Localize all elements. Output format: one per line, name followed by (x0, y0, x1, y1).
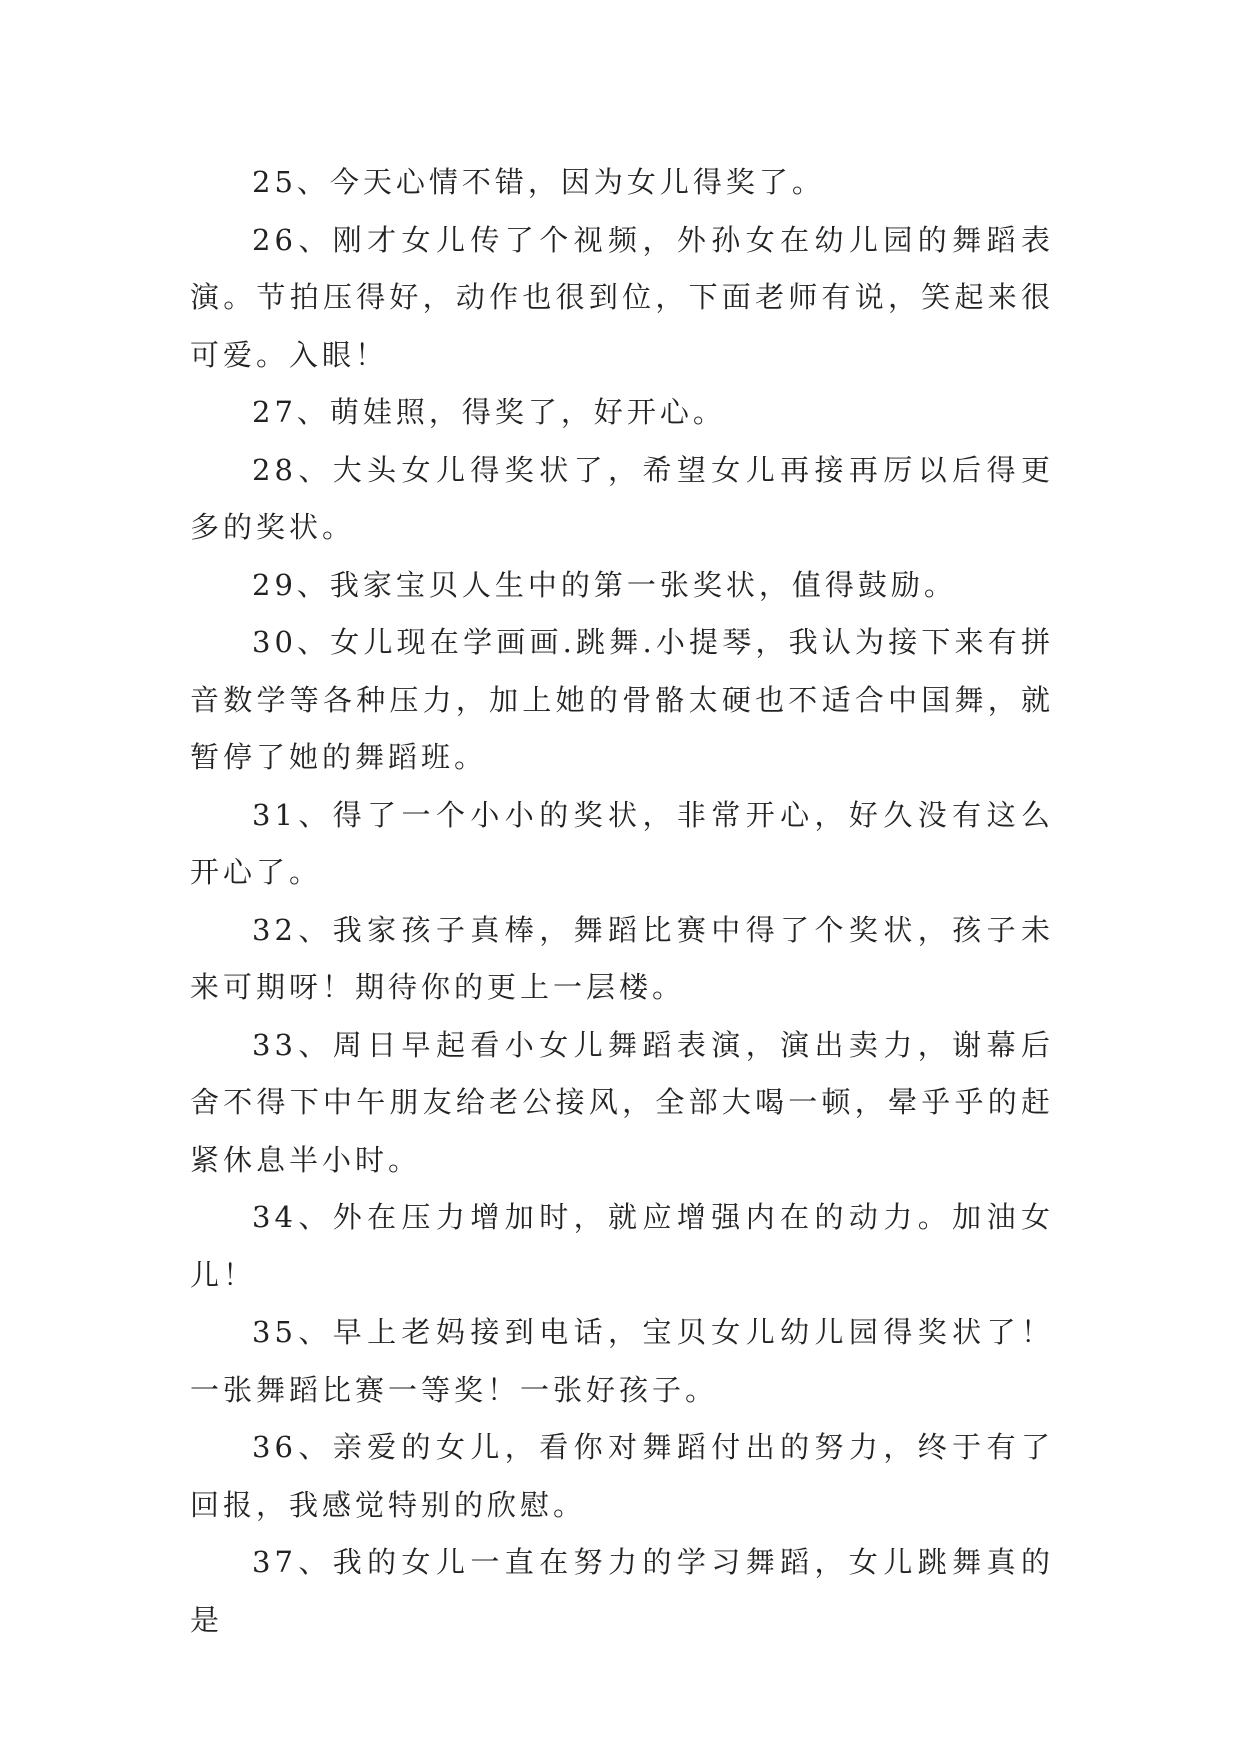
paragraph-32: 32、我家孩子真棒，舞蹈比赛中得了个奖状，孩子未来可期呀！期待你的更上一层楼。 (190, 912, 1054, 1004)
paragraph-31: 31、得了一个小小的奖状，非常开心，好久没有这么开心了。 (190, 797, 1054, 889)
paragraph-28: 28、大头女儿得奖状了，希望女儿再接再厉以后得更多的奖状。 (190, 452, 1054, 544)
paragraph-36: 36、亲爱的女儿，看你对舞蹈付出的努力，终于有了回报，我感觉特别的欣慰。 (190, 1430, 1054, 1522)
paragraph-37: 37、我的女儿一直在努力的学习舞蹈，女儿跳舞真的是 (190, 1545, 1054, 1637)
paragraph-35: 35、早上老妈接到电话，宝贝女儿幼儿园得奖状了！一张舞蹈比赛一等奖！一张好孩子。 (190, 1315, 1054, 1407)
paragraph-26: 26、刚才女儿传了个视频，外孙女在幼儿园的舞蹈表演。节拍压得好，动作也很到位，下面老师有说，笑起来很可爱。入眼！ (190, 222, 1054, 372)
paragraph-25: 25、今天心情不错，因为女儿得奖了。 (252, 165, 825, 199)
document-body (190, 154, 1054, 1649)
paragraph-27: 27、萌娃照，得奖了，好开心。 (252, 395, 726, 429)
paragraph-29: 29、我家宝贝人生中的第一张奖状，值得鼓励。 (252, 567, 957, 602)
paragraph-30: 30、女儿现在学画画.跳舞.小提琴，我认为接下来有拼音数学等各种压力，加上她的骨骼太硬也不适合中国舞，就暂停了她的舞蹈班。 (190, 625, 1054, 774)
paragraph-33: 33、周日早起看小女儿舞蹈表演，演出卖力，谢幕后舍不得下中午朋友给老公接风，全部大喝一顿，晕乎乎的赶紧休息半小时。 (190, 1027, 1054, 1177)
paragraph-34: 34、外在压力增加时，就应增强内在的动力。加油女儿！ (190, 1200, 1054, 1292)
